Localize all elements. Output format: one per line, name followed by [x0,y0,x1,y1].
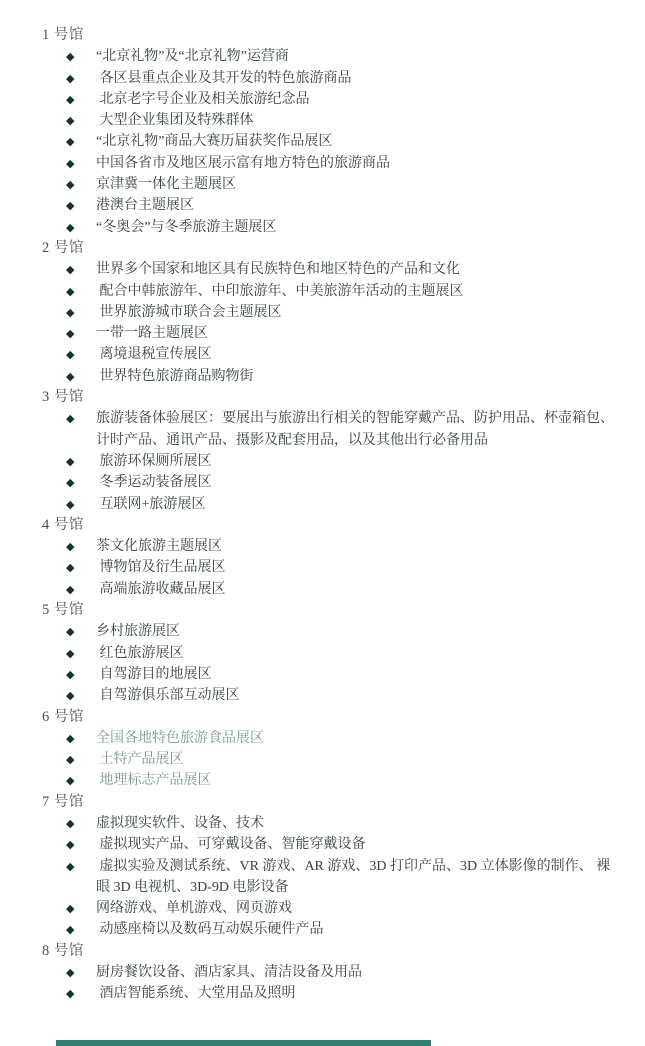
exhibit-item-label: 高端旅游收藏品展区 [96,581,226,597]
exhibit-item-label: 一带一路主题展区 [96,326,208,342]
exhibit-item-label: “北京礼物”商品大赛历届获奖作品展区 [96,134,333,150]
exhibit-item [42,281,623,302]
hall-section [42,25,623,238]
exhibit-item [42,323,623,344]
exhibit-item-label: “北京礼物”及“北京礼物”运营商 [96,49,289,65]
diamond-bullet-icon: ◆ [66,220,75,234]
exhibit-item-label: 厨房餐饮设备、酒店家具、清洁设备及用品 [96,965,362,981]
exhibit-item [42,898,623,919]
exhibit-item [42,366,623,387]
hall-section [42,707,623,792]
diamond-bullet-icon: ◆ [66,454,75,468]
diamond-bullet-icon: ◆ [66,582,75,596]
diamond-bullet-icon: ◆ [66,71,75,85]
exhibit-item-label: 旅游装备体验展区：要展出与旅游出行相关的智能穿戴产品、防护用品、杯壶箱包、计时产品、通讯产品、摄影及配套用品，以及其他出行必备用品 [96,411,614,448]
exhibit-item-label: 地理标志产品展区 [96,773,212,789]
diamond-bullet-icon: ◆ [66,412,75,426]
hall-heading: 5 号馆 [42,602,84,619]
diamond-bullet-icon: ◆ [66,284,75,298]
diamond-bullet-icon: ◆ [66,156,75,170]
footer-accent-bar [56,1040,431,1046]
exhibit-item-label: 港澳台主题展区 [96,198,194,214]
diamond-bullet-icon: ◆ [66,178,75,192]
exhibit-item-label: 乡村旅游展区 [96,624,180,640]
hall-section [42,792,623,941]
exhibit-item [42,344,623,365]
exhibit-item-label: 北京老字号企业及相关旅游纪念品 [96,91,310,107]
hall-heading: 4 号馆 [42,516,84,533]
diamond-bullet-icon: ◆ [66,859,75,873]
exhibit-item [42,962,623,983]
diamond-bullet-icon: ◆ [66,92,75,106]
exhibit-item [42,536,623,557]
hall-heading: 2 号馆 [42,239,84,256]
diamond-bullet-icon: ◆ [66,966,75,980]
exhibit-item-label: 世界特色旅游商品购物街 [96,368,254,384]
diamond-bullet-icon: ◆ [66,816,75,830]
exhibit-item [42,89,623,110]
diamond-bullet-icon: ◆ [66,838,75,852]
exhibit-item-label: 土特产品展区 [96,752,184,768]
hall-section [42,941,623,1005]
diamond-bullet-icon: ◆ [66,348,75,362]
hall-section [42,238,623,387]
exhibit-item-label: 世界旅游城市联合会主题展区 [96,304,282,320]
exhibit-item [42,494,623,515]
exhibit-item-label: 中国各省市及地区展示富有地方特色的旅游商品 [96,155,390,171]
diamond-bullet-icon: ◆ [66,625,75,639]
diamond-bullet-icon: ◆ [66,667,75,681]
exhibit-item-label: 虚拟现实产品、可穿戴设备、智能穿戴设备 [96,837,366,853]
diamond-bullet-icon: ◆ [66,476,75,490]
hall-heading: 7 号馆 [42,793,84,810]
exhibit-item-label: 自驾游目的地展区 [96,666,212,682]
diamond-bullet-icon: ◆ [66,923,75,937]
hall-section [42,387,623,515]
exhibit-item [42,856,623,899]
exhibit-item-label: 配合中韩旅游年、中印旅游年、中美旅游年活动的主题展区 [96,283,464,299]
diamond-bullet-icon: ◆ [66,369,75,383]
exhibit-item-label: 冬季运动装备展区 [96,475,212,491]
diamond-bullet-icon: ◆ [66,689,75,703]
exhibit-item [42,664,623,685]
diamond-bullet-icon: ◆ [66,497,75,511]
exhibit-item [42,153,623,174]
document-body [42,25,623,1005]
exhibit-item-label: 红色旅游展区 [96,645,184,661]
exhibit-item [42,217,623,238]
exhibit-item-label: 酒店智能系统、大堂用品及照明 [96,986,296,1002]
exhibit-item-label: 各区县重点企业及其开发的特色旅游商品 [96,70,352,86]
exhibit-item-label: 大型企业集团及特殊群体 [96,113,254,129]
exhibit-item [42,919,623,940]
exhibit-item [42,579,623,600]
exhibit-item [42,813,623,834]
diamond-bullet-icon: ◆ [66,305,75,319]
diamond-bullet-icon: ◆ [66,263,75,277]
exhibit-item-label: 世界多个国家和地区具有民族特色和地区特色的产品和文化 [96,262,460,278]
exhibit-item-label: 网络游戏、单机游戏、网页游戏 [96,901,292,917]
exhibit-item-label: 茶文化旅游主题展区 [96,539,222,555]
diamond-bullet-icon: ◆ [66,774,75,788]
exhibit-item [42,834,623,855]
diamond-bullet-icon: ◆ [66,327,75,341]
hall-heading: 8 号馆 [42,942,84,959]
exhibit-item [42,643,623,664]
exhibit-item [42,770,623,791]
exhibit-item [42,68,623,89]
diamond-bullet-icon: ◆ [66,540,75,554]
exhibit-item [42,46,623,67]
exhibit-item-label: 自驾游俱乐部互动展区 [96,688,240,704]
exhibit-item-label: 虚拟实验及测试系统、VR 游戏、AR 游戏、3D 打印产品、3D 立体影像的制作、 裸眼 3D 电视机、3D-9D 电影设备 [96,858,611,895]
diamond-bullet-icon: ◆ [66,561,75,575]
diamond-bullet-icon: ◆ [66,646,75,660]
exhibit-item [42,749,623,770]
exhibit-item [42,621,623,642]
diamond-bullet-icon: ◆ [66,753,75,767]
exhibit-item [42,728,623,749]
exhibit-item [42,557,623,578]
exhibit-item-label: 博物馆及衍生品展区 [96,560,226,576]
exhibit-item-label: 互联网+旅游展区 [96,496,206,512]
exhibit-item [42,302,623,323]
exhibit-item [42,451,623,472]
diamond-bullet-icon: ◆ [66,731,75,745]
exhibit-item-label: 旅游环保厕所展区 [96,453,212,469]
exhibit-item [42,195,623,216]
diamond-bullet-icon: ◆ [66,50,75,64]
diamond-bullet-icon: ◆ [66,135,75,149]
exhibit-item-label: 虚拟现实软件、设备、技术 [96,815,264,831]
exhibit-item-label: 全国各地特色旅游食品展区 [96,730,264,746]
exhibit-item [42,259,623,280]
exhibit-item-label: 离境退税宣传展区 [96,347,212,363]
diamond-bullet-icon: ◆ [66,987,75,1001]
diamond-bullet-icon: ◆ [66,114,75,128]
exhibit-item [42,472,623,493]
diamond-bullet-icon: ◆ [66,199,75,213]
hall-heading: 6 号馆 [42,708,84,725]
exhibit-item [42,131,623,152]
hall-heading: 1 号馆 [42,27,84,43]
hall-section [42,515,623,600]
exhibit-item [42,110,623,131]
exhibit-item [42,685,623,706]
exhibit-item [42,174,623,195]
exhibit-item [42,983,623,1004]
exhibit-item [42,408,623,451]
hall-section [42,600,623,706]
diamond-bullet-icon: ◆ [66,902,75,916]
hall-heading: 3 号馆 [42,389,84,406]
exhibit-item-label: 京津冀一体化主题展区 [96,177,236,193]
exhibit-item-label: 动感座椅以及数码互动娱乐硬件产品 [96,922,324,938]
exhibit-item-label: “冬奥会”与冬季旅游主题展区 [96,219,277,235]
